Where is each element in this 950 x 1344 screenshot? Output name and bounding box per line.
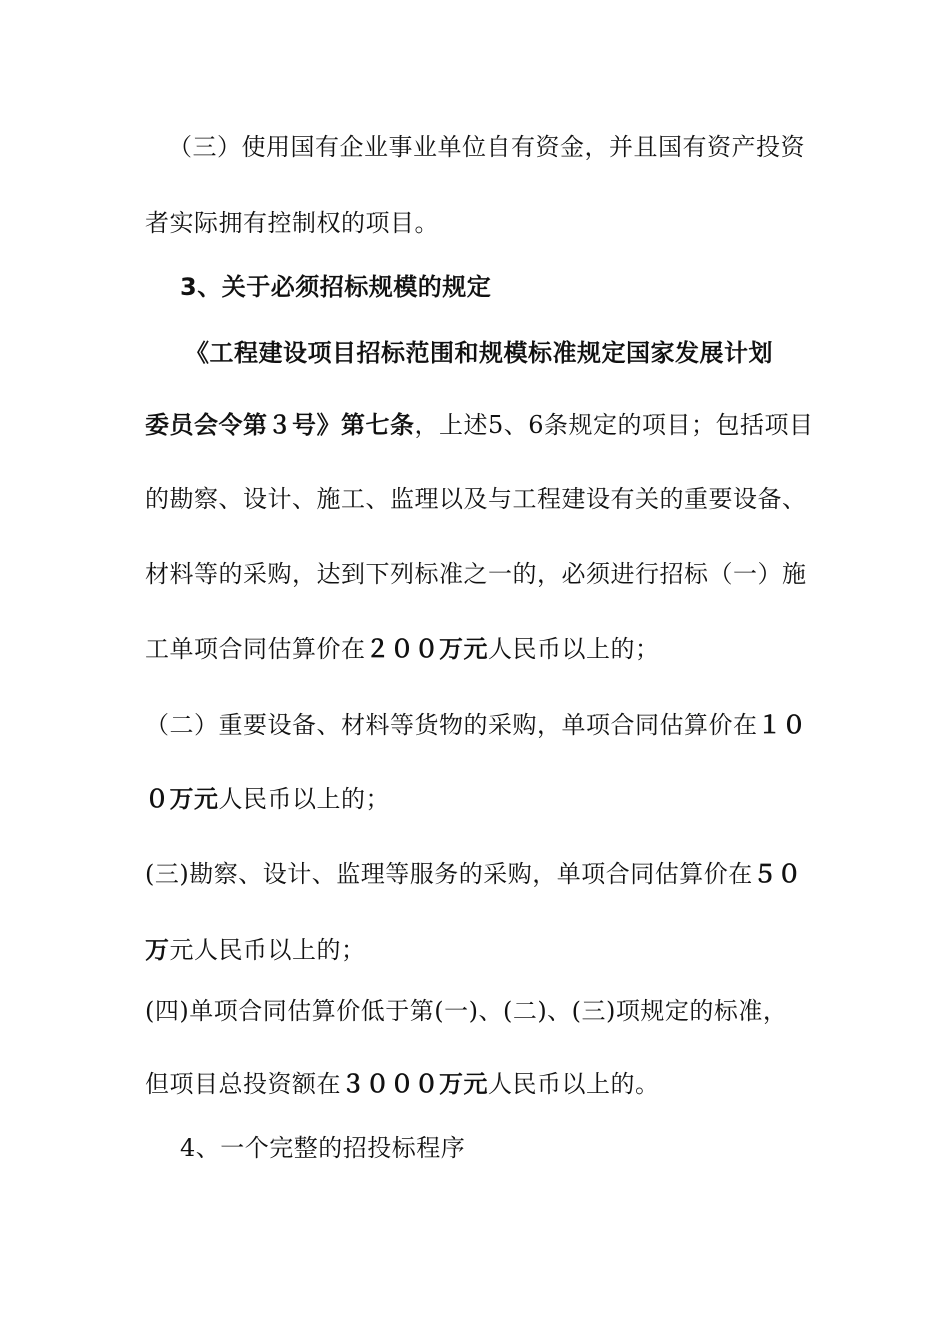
text-segment: 的勘察、设计、施工、监理以及与工程建设有关的重要设备、 bbox=[145, 485, 807, 513]
text-line-6 bbox=[145, 484, 807, 514]
bold-text-segment: ０万元 bbox=[145, 785, 219, 813]
text-segment: 者实际拥有控制权的项目。 bbox=[145, 209, 439, 237]
section-heading-3 bbox=[180, 272, 491, 302]
text-segment: (三)勘察、设计、监理等服务的采购，单项合同估算价在 bbox=[145, 860, 753, 888]
text-line-5 bbox=[145, 410, 814, 440]
text-segment: 材料等的采购，达到下列标准之一的，必须进行招标（一）施 bbox=[145, 560, 807, 588]
text-segment: （二）重要设备、材料等货物的采购，单项合同估算价在 bbox=[145, 711, 758, 739]
text-segment: 但项目总投资额在 bbox=[145, 1070, 341, 1098]
bold-text-segment: ５０ bbox=[752, 860, 802, 888]
bold-text-segment: 万 bbox=[145, 936, 170, 964]
text-segment: 人民币以上的。 bbox=[488, 1070, 660, 1098]
text-line-10 bbox=[145, 784, 390, 814]
text-line-14 bbox=[145, 1069, 660, 1099]
bold-text-segment: １０ bbox=[757, 711, 807, 739]
text-segment: 4、一个完整的招投标程序 bbox=[180, 1134, 466, 1162]
text-segment: 人民币以上的； bbox=[218, 785, 390, 813]
text-segment: 元人民币以上的； bbox=[169, 936, 366, 964]
bold-text-segment: ３０００万元 bbox=[341, 1070, 488, 1098]
text-segment: 工单项合同估算价在 bbox=[145, 635, 366, 663]
section-heading-4 bbox=[180, 1133, 465, 1163]
bold-text-segment: 委员会令第３号》第七条 bbox=[145, 411, 415, 439]
text-segment: ，上述5、6条规定的项目；包括项目 bbox=[414, 411, 814, 439]
text-line-4 bbox=[185, 338, 773, 368]
text-line-1 bbox=[168, 132, 805, 162]
text-segment: （三）使用国有企业事业单位自有资金，并且国有资产投资 bbox=[168, 133, 805, 161]
text-line-7 bbox=[145, 559, 807, 589]
bold-text-segment: 3、关于必须招标规模的规定 bbox=[180, 273, 492, 301]
text-line-9 bbox=[145, 710, 807, 740]
text-line-13 bbox=[145, 996, 787, 1026]
bold-text-segment: 《工程建设项目招标范围和规模标准规定国家发展计划 bbox=[185, 339, 773, 367]
bold-text-segment: ２００万元 bbox=[365, 635, 488, 663]
text-segment: 人民币以上的； bbox=[488, 635, 660, 663]
text-line-11 bbox=[145, 859, 802, 889]
text-line-2 bbox=[145, 208, 439, 238]
text-line-12 bbox=[145, 935, 366, 965]
text-segment: (四)单项合同估算价低于第(一)、(二)、(三)项规定的标准， bbox=[145, 997, 788, 1025]
text-line-8 bbox=[145, 634, 660, 664]
